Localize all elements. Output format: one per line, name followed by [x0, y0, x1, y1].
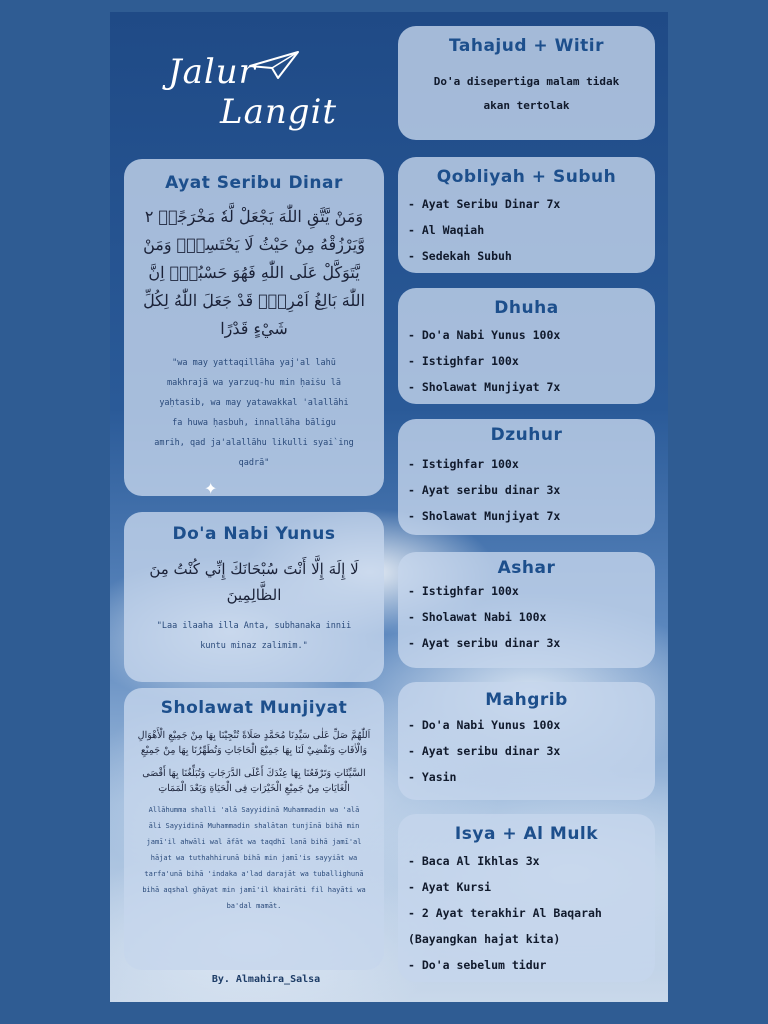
translit-block: [140, 353, 368, 473]
translit-line: "wa may yattaqillāha yaj'al lahū: [172, 358, 336, 368]
list-item: - Baca Al Ikhlas 3x: [408, 854, 540, 868]
card-ashar: [398, 552, 655, 668]
paper-plane-icon: [248, 50, 300, 80]
translit-line: fa huwa ḥasbuh, innallāha bāligu: [172, 418, 336, 428]
translit-line: yaḥtasib, wa may yatawakkal 'alallāhi: [159, 398, 349, 408]
translit-line: bihā aqshal ghāyat min jamī'il khairāti fil hayāti wa: [142, 886, 366, 894]
arabic-text: اَللّٰهُمَّ صَلِّ عَلٰى سَيِّدِنَا مُحَمَّدٍ صَلَاةً تُنْجِيْنَا بِهَا مِنْ جَمِيْعِ الْأَهْوَالِ وَالْاٰفَاتِ وَتَقْضِيْ لَنَا بِهَا جَمِيْعَ الْحَاجَاتِ وَتُطَهِّرُنَا بِهَا مِنْ جَمِيْعِ: [137, 730, 371, 756]
card-title: Dhuha: [494, 298, 559, 318]
list-item: - Ayat seribu dinar 3x: [408, 483, 561, 497]
item-list: [408, 848, 645, 978]
translit-line: kuntu minaz zalimim.": [200, 641, 308, 651]
card-title: Dzuhur: [490, 425, 563, 445]
card-title: Do'a Nabi Yunus: [172, 524, 336, 544]
card-tahajud: [398, 26, 655, 140]
translit-line: āli Sayyidinā Muhammadin shalātan tunjīnā bihā min: [148, 822, 360, 830]
list-item: - Ayat seribu dinar 3x: [408, 636, 561, 650]
card-sholawat-munjiyat: [124, 688, 384, 970]
card-title: Ayat Seribu Dinar: [165, 173, 343, 193]
desc-line: akan tertolak: [483, 99, 570, 112]
list-item: - Istighfar 100x: [408, 457, 519, 471]
card-title: Sholawat Munjiyat: [160, 698, 348, 718]
item-list: [408, 191, 645, 269]
list-item: - Al Waqiah: [408, 223, 485, 237]
card-desc: [410, 70, 643, 118]
arabic-text: لَا إِلَهَ إِلَّا أَنْتَ سُبْحَانَكَ إِنِّي كُنْتُ مِنَ الظَّالِمِينَ: [149, 560, 359, 604]
translit-block: [136, 802, 372, 914]
item-list: [408, 712, 645, 790]
translit-line: jamī'il ahwāli wal āfāt wa taqdhī lanā bihā jamī'al: [146, 838, 362, 846]
list-item: - Sholawat Munjiyat 7x: [408, 509, 561, 523]
list-item: - Ayat seribu dinar 3x: [408, 744, 561, 758]
desc-line: Do'a disepertiga malam tidak: [433, 75, 620, 88]
arabic-text: السَّيِّئَاتِ وَتَرْفَعُنَا بِهَا عِنْدَكَ أَعْلَى الدَّرَجَاتِ وَتُبَلِّغُنَا بِهَا أَقْصَى الْغَايَاتِ مِنْ جَمِيْعِ الْخَيْرَاتِ فِى الْحَيَاةِ وَبَعْدَ الْمَمَاتِ: [142, 768, 366, 794]
list-item: (Bayangkan hajat kita): [408, 932, 561, 946]
list-item: - Yasin: [408, 770, 457, 784]
list-item: - Sholawat Nabi 100x: [408, 610, 547, 624]
list-item: - Istighfar 100x: [408, 354, 519, 368]
list-item: - Ayat Seribu Dinar 7x: [408, 197, 561, 211]
logo-line1: Jalur: [168, 52, 256, 92]
translit-line: Allāhumma shalli 'alā Sayyidinā Muhammadin wa 'alā: [148, 806, 360, 814]
translit-line: ba'dal mamāt.: [226, 902, 282, 910]
list-item: - Sedekah Subuh: [408, 249, 512, 263]
card-ayat-seribu-dinar: [124, 159, 384, 496]
card-title: Isya + Al Mulk: [454, 824, 599, 844]
list-item: - Istighfar 100x: [408, 584, 519, 598]
credit: By. Almahira_Salsa: [211, 974, 321, 985]
logo: [160, 32, 350, 152]
list-item: - Do'a Nabi Yunus 100x: [408, 328, 561, 342]
list-item: - Do'a sebelum tidur: [408, 958, 547, 972]
translit-line: hājat wa tuthahhirunā bihā min jamī'is sayyiāt wa: [150, 854, 358, 862]
sparkle-icon: ✦: [204, 479, 218, 498]
arabic-text: وَمَنْ يَّتَّقِ اللّٰهَ يَجْعَلْ لَّهٗ مَخْرَجًاۙ ٢ وَّيَرْزُقْهُ مِنْ حَيْثُ لَا يَحْتَسِبُۗ وَمَنْ يَّتَوَكَّلْ عَلَى اللّٰهِ فَهُوَ حَسْبُهٗۗ اِنَّ اللّٰهَ بَالِغُ اَمْرِهٖۗ قَدْ جَعَلَ اللّٰهُ لِكُلِّ شَيْءٍ قَدْرًا: [143, 207, 365, 338]
card-title: Tahajud + Witir: [448, 36, 605, 56]
list-item: - Do'a Nabi Yunus 100x: [408, 718, 561, 732]
card-mahgrib: [398, 682, 655, 800]
card-isya: [398, 814, 655, 982]
card-doa-nabi-yunus: [124, 512, 384, 682]
list-item: - Sholawat Munjiyat 7x: [408, 380, 561, 394]
translit-line: tarfa'unā bihā 'indaka a'lad darajāt wa tuballighunā: [144, 870, 364, 878]
card-title: Mahgrib: [485, 690, 568, 710]
translit-line: amrih, qad ja'alallāhu likulli syai`ing: [154, 438, 354, 448]
card-dhuha: [398, 288, 655, 404]
translit-block: [140, 616, 368, 656]
translit-line: "Laa ilaaha illa Anta, subhanaka innii: [156, 621, 352, 631]
item-list: [408, 578, 645, 656]
translit-line: qadrā": [238, 458, 270, 468]
card-title: Qobliyah + Subuh: [436, 167, 617, 187]
list-item: - Ayat Kursi: [408, 880, 492, 894]
logo-line2: Langit: [220, 92, 338, 132]
item-list: [408, 322, 645, 400]
poster: [110, 12, 668, 1002]
card-dzuhur: [398, 419, 655, 535]
translit-line: makhrajā wa yarzuq-hu min ḥaiṡu lā: [167, 378, 341, 388]
item-list: [408, 451, 645, 529]
list-item: - 2 Ayat terakhir Al Baqarah: [408, 906, 602, 920]
card-title: Ashar: [497, 558, 556, 578]
card-subuh: [398, 157, 655, 273]
